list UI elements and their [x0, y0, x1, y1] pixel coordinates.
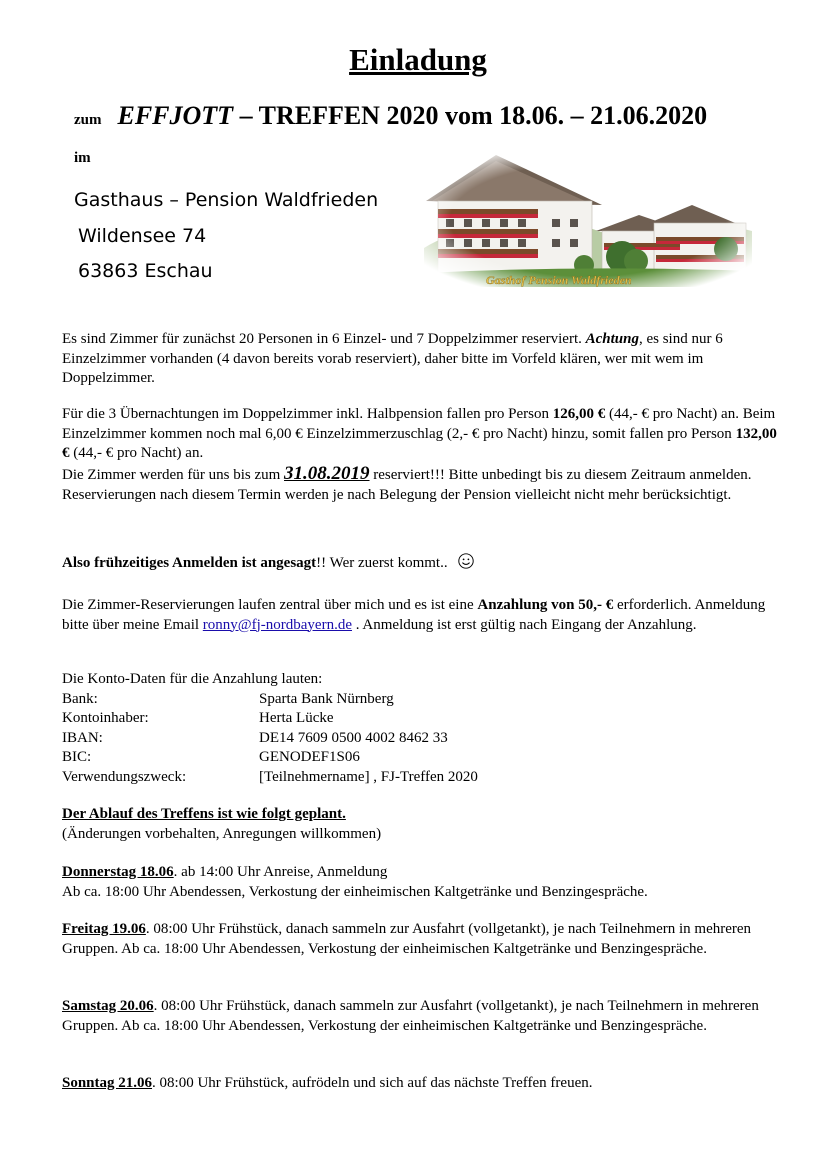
paragraph-early — [62, 553, 782, 574]
photo-caption: Gasthof Pension Waldfrieden — [486, 273, 632, 287]
bank-key: BIC: — [62, 749, 92, 765]
p2-price-single: 132,00 € — [62, 425, 777, 461]
address-line-3: 63863 Eschau — [78, 260, 213, 282]
address-line-1: Gasthaus – Pension Waldfrieden — [74, 189, 379, 211]
bank-key: IBAN: — [62, 729, 103, 746]
subtitle-event-name: EFFJOTT — [117, 101, 234, 130]
p5-text-c: . Anmeldung ist erst gültig nach Eingang der Anzahlung. — [351, 616, 697, 633]
bank-row — [62, 690, 782, 710]
email-link[interactable]: ronny@fj-nordbayern.de — [202, 616, 352, 633]
bank-row — [62, 768, 782, 788]
schedule-day-friday — [62, 920, 782, 959]
p4-bold: Also frühzeitiges Anmelden ist angesagt — [62, 555, 317, 571]
schedule-heading: Der Ablauf des Treffens ist wie folgt geplant. — [62, 806, 346, 822]
day-text: . 08:00 Uhr Frühstück, danach sammeln zur Ausfahrt (vollgetankt), je nach Teilnehmern in mehreren Gruppen. Ab ca. 18:00 Uhr Abendessen, Verkostung der einheimischen Kaltgetränke und Benzingespräche. — [62, 998, 759, 1034]
bank-key: Kontoinhaber: — [62, 710, 149, 726]
day-text: . 08:00 Uhr Frühstück, danach sammeln zur Ausfahrt (vollgetankt), je nach Teilnehmern in mehreren Gruppen. Ab ca. 18:00 Uhr Abendessen, Verkostung der einheimischen Kaltgetränke und Benzingespräche. — [62, 921, 752, 957]
schedule-note: (Änderungen vorbehalten, Anregungen willkommen) — [62, 825, 382, 842]
smiley-icon — [458, 553, 474, 569]
paragraph-prices — [62, 405, 782, 464]
p2-text-c: (44,- € pro Nacht) an. — [69, 445, 204, 461]
p2-text-b: (44,- € pro Nacht) an. Beim Einzelzimmer kommen noch mal 6,00 € Einzelzimmerzuschlag (2,- € pro Nacht) hinzu, somit fallen pro Person — [62, 406, 776, 442]
bank-value: [Teilnehmername] , FJ-Treffen 2020 — [259, 768, 478, 785]
bank-key: Verwendungszweck: — [62, 768, 187, 785]
p2-text-a: Für die 3 Übernachtungen im Doppelzimmer inkl. Halbpension fallen pro Person — [62, 406, 553, 422]
day-label: Donnerstag 18.06 — [62, 864, 174, 880]
p3-text-a: Die Zimmer werden für uns bis zum — [62, 467, 285, 483]
bank-row — [62, 729, 782, 749]
schedule-day-thursday — [62, 863, 782, 902]
paragraph-rooms — [62, 330, 782, 389]
address-line-2: Wildensee 74 — [78, 225, 207, 247]
p5-text-b: erforderlich. Anmeldung bitte über meine Email — [62, 597, 766, 633]
bank-value: GENODEF1S06 — [259, 749, 360, 765]
bank-value: Sparta Bank Nürnberg — [259, 690, 394, 707]
p3-deadline-date: 31.08.2019 — [284, 463, 370, 484]
guesthouse-photo — [424, 153, 752, 287]
day-text: . 08:00 Uhr Frühstück, aufrödeln und sich auf das nächste Treffen freuen. — [152, 1075, 593, 1091]
day-label: Freitag 19.06 — [62, 921, 146, 937]
p1-text-a: Es sind Zimmer für zunächst 20 Personen in 6 Einzel- und 7 Doppelzimmer reserviert. — [62, 331, 586, 347]
p4-rest: !! Wer zuerst kommt.. — [316, 555, 448, 571]
p5-text-a: Die Zimmer-Reservierungen laufen zentral über mich und es ist eine — [62, 597, 478, 613]
subtitle-im: im — [74, 150, 91, 166]
bank-row — [62, 709, 782, 729]
day-label: Samstag 20.06 — [62, 998, 154, 1014]
schedule-day-saturday — [62, 997, 782, 1036]
bank-value: Herta Lücke — [259, 710, 334, 726]
subtitle-zum: zum — [74, 112, 102, 128]
subtitle-dates: – TREFFEN 2020 vom 18.06. – 21.06.2020 — [233, 101, 708, 130]
schedule-day-sunday — [62, 1074, 782, 1094]
bank-intro: Die Konto-Daten für die Anzahlung lauten: — [62, 671, 323, 687]
p1-text-b: , es sind nur 6 Einzelzimmer vorhanden (4 davon bereits vorab reserviert), daher bitte im Vorfeld klären, wer mit wem im Doppelzimmer. — [62, 331, 723, 386]
p3-text-b: reserviert!!! Bitte unbedingt bis zu diesem Zeitraum anmelden. Reservierungen nach diesem Termin werden je nach Belegung der Pension vielleicht nicht mehr berücksichtigt. — [62, 467, 752, 503]
bank-key: Bank: — [62, 690, 98, 707]
p2-price-double: 126,00 € — [552, 406, 606, 422]
bank-details — [62, 670, 782, 787]
p5-deposit-amount: Anzahlung von 50,- € — [477, 597, 614, 613]
paragraph-deposit — [62, 596, 782, 635]
event-subtitle — [74, 98, 707, 138]
page-title: Einladung — [349, 42, 487, 77]
schedule-heading-block — [62, 805, 782, 844]
day-text-line2: Ab ca. 18:00 Uhr Abendessen, Verkostung der einheimischen Kaltgetränke und Benzingespräche. — [62, 883, 648, 900]
paragraph-deadline — [62, 464, 782, 505]
bank-value: DE14 7609 0500 4002 8462 33 — [259, 729, 448, 746]
p1-achtung: Achtung — [585, 331, 639, 347]
day-label: Sonntag 21.06 — [62, 1075, 153, 1091]
bank-row — [62, 748, 782, 768]
day-text: . ab 14:00 Uhr Anreise, Anmeldung — [173, 864, 388, 880]
